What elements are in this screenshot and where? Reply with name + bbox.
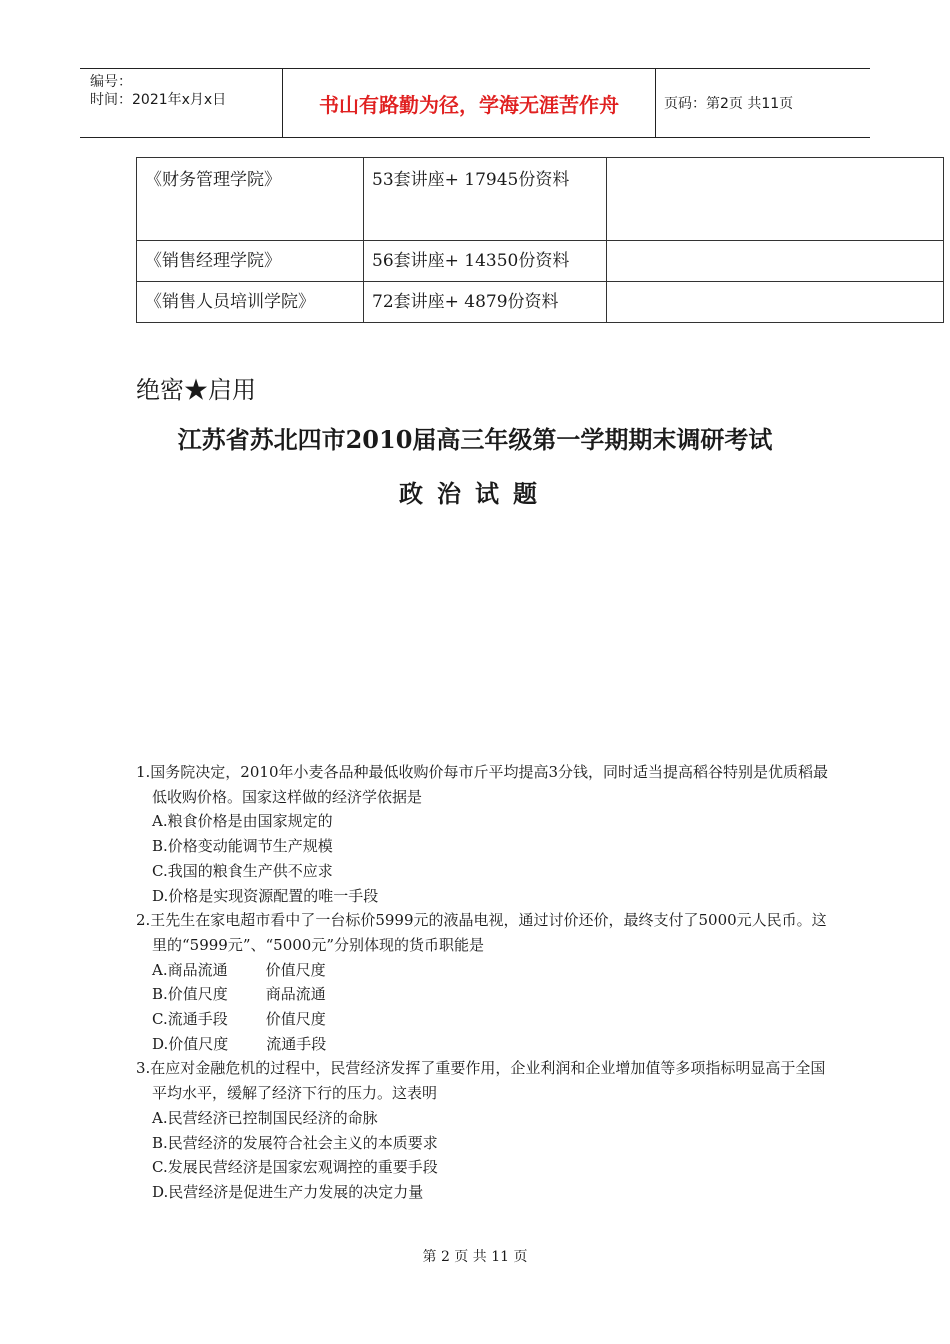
header-motto: 书山有路勤为径，学海无涯苦作舟 — [282, 69, 656, 137]
question-stem: 3.在应对金融危机的过程中，民营经济发挥了重要作用，企业利润和企业增加值等多项指标明显高于全国平均水平，缓解了经济下行的压力。这表明 — [136, 1059, 826, 1103]
header-page-info: 页码：第2页 共11页 — [664, 96, 794, 112]
option-second: 价值尺度 — [265, 1010, 326, 1029]
option — [136, 1007, 836, 1032]
option-second: 商品流通 — [265, 985, 326, 1004]
option-first: A.商品流通 — [152, 960, 228, 979]
question-list — [136, 760, 836, 1205]
option — [136, 958, 836, 983]
resource-table — [136, 157, 944, 323]
option-first: B.价值尺度 — [152, 985, 228, 1004]
table-cell-empty — [607, 158, 944, 241]
table-cell-name: 《销售人员培训学院》 — [137, 282, 364, 323]
question-1 — [136, 760, 836, 908]
table-cell-desc: 53套讲座+ 17945份资料 — [364, 158, 607, 241]
option — [136, 1032, 836, 1057]
option-second: 价值尺度 — [265, 960, 326, 979]
option-first: C.流通手段 — [152, 1010, 228, 1029]
page-footer: 第 2 页 共 11 页 — [422, 1249, 528, 1265]
subject-title: 政治试题 — [399, 479, 551, 508]
option: B.民营经济的发展符合社会主义的本质要求 — [152, 1133, 438, 1152]
option — [136, 982, 836, 1007]
table-cell-name: 《销售经理学院》 — [137, 241, 364, 282]
question-stem: 2.王先生在家电超市看中了一台标价5999元的液晶电视，通过讨价还价，最终支付了5000元人民币。这里的“5999元”、“5000元”分别体现的货币职能是 — [136, 911, 827, 954]
code-label: 编号： — [90, 74, 132, 90]
exam-title: 江苏省苏北四市2010届高三年级第一学期期末调研考试 — [177, 425, 773, 454]
secret-mark: 绝密★启用 — [136, 376, 256, 404]
question-3 — [136, 1056, 836, 1204]
table-cell-empty — [607, 241, 944, 282]
header-meta — [80, 69, 282, 137]
table-cell-desc: 72套讲座+ 4879份资料 — [364, 282, 607, 323]
table-cell-desc: 56套讲座+ 14350份资料 — [364, 241, 607, 282]
question-stem: 1.国务院决定，2010年小麦各品种最低收购价每市斤平均提高3分钱，同时适当提高稻谷特别是优质稻最低收购价格。国家这样做的经济学依据是 — [136, 763, 829, 806]
option: C.我国的粮食生产供不应求 — [152, 861, 333, 880]
time-label: 时间：2021年x月x日 — [90, 92, 227, 108]
option: D.民营经济是促进生产力发展的决定力量 — [152, 1182, 424, 1201]
table-row — [137, 158, 944, 241]
option: A.民营经济已控制国民经济的命脉 — [152, 1108, 378, 1127]
option: C.发展民营经济是国家宏观调控的重要手段 — [152, 1158, 438, 1177]
table-cell-empty — [607, 282, 944, 323]
table-row — [137, 282, 944, 323]
option-first: D.价值尺度 — [152, 1034, 229, 1053]
question-2 — [136, 908, 836, 1056]
option-second: 流通手段 — [266, 1034, 327, 1053]
option: A.粮食价格是由国家规定的 — [152, 812, 333, 831]
table-row — [137, 241, 944, 282]
table-cell-name: 《财务管理学院》 — [137, 158, 364, 241]
option: D.价格是实现资源配置的唯一手段 — [152, 886, 379, 905]
page-header — [80, 68, 870, 138]
option: B.价格变动能调节生产规模 — [152, 837, 333, 856]
